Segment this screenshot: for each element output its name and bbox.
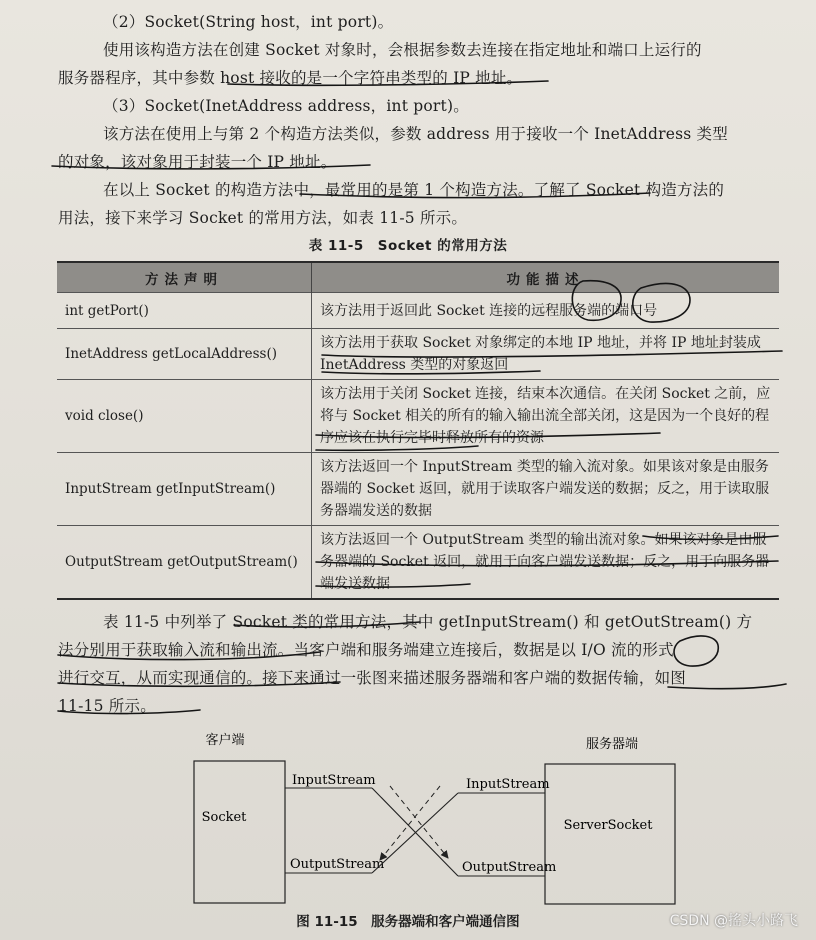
method-description: 该方法返回一个 OutputStream 类型的输出流对象。如果该对象是由服务器端的 Socket 返回，就用于向客户端发送数据；反之，用于向服务器端发送数据 (312, 526, 780, 600)
dashed-arrow-to-server-output (390, 786, 448, 858)
table-title: 表 11-5 Socket 的常用方法 (308, 238, 508, 254)
cross-line-1 (372, 788, 458, 876)
header-decl: 方法声明 (57, 262, 312, 293)
method-declaration: InetAddress getLocalAddress() (57, 329, 312, 380)
text-line: 该方法在使用上与第 2 个构造方法类似，参数 address 用于接收一个 InetAddress 类型 (103, 125, 728, 143)
text-line: 在以上 Socket 的构造方法中，最常用的是第 1 个构造方法。了解了 Socket 构造方法的 (103, 181, 725, 199)
server-socket-label: ServerSocket (563, 818, 653, 833)
client-inputstream-label: InputStream (292, 773, 376, 788)
text-line: 的对象，该对象用于封装一个 IP 地址。 (58, 153, 337, 171)
communication-diagram (0, 728, 816, 908)
text-line: （3）Socket(InetAddress address，int port)。 (103, 97, 469, 115)
server-title: 服务器端 (585, 737, 639, 752)
figure-caption: 图 11-15 服务器端和客户端通信图 (296, 914, 520, 930)
table-row (57, 526, 779, 600)
methods-table (57, 261, 779, 600)
table-row (57, 380, 779, 453)
header-desc: 功能描述 (312, 262, 780, 293)
server-inputstream-label: InputStream (466, 777, 550, 792)
text-line: 进行交互，从而实现通信的。接下来通过一张图来描述服务器端和客户端的数据传输，如图 (58, 669, 687, 687)
table-row (57, 329, 779, 380)
server-outputstream-label: OutputStream (462, 860, 557, 875)
method-declaration: OutputStream getOutputStream() (57, 526, 312, 600)
client-box (194, 761, 285, 903)
circle-mark (674, 636, 718, 666)
cross-line-2 (372, 793, 458, 873)
method-declaration: void close() (57, 380, 312, 453)
text-line: 服务器程序，其中参数 host 接收的是一个字符串类型的 IP 地址。 (58, 69, 523, 87)
client-title: 客户端 (205, 733, 245, 748)
server-box (545, 764, 675, 904)
method-description: 该方法用于获取 Socket 对象绑定的本地 IP 地址，并将 IP 地址封装成 InetAddress 类型的对象返回 (312, 329, 780, 380)
method-description: 该方法用于关闭 Socket 连接，结束本次通信。在关闭 Socket 之前，应将与 Socket 相关的所有的输入输出流全部关闭，这是因为一个良好的程序应该在执行完毕时释放所有的资源 (312, 380, 780, 453)
method-declaration: InputStream getInputStream() (57, 453, 312, 526)
text-line: （2）Socket(String host，int port)。 (103, 13, 394, 31)
text-line: 用法，接下来学习 Socket 的常用方法，如表 11-5 所示。 (58, 209, 468, 227)
watermark: CSDN @搖头小路飞 (669, 913, 798, 929)
table-row (57, 293, 779, 329)
table-row (57, 453, 779, 526)
text-line: 表 11-5 中列举了 Socket 类的常用方法，其中 getInputStream() 和 getOutStream() 方 (103, 613, 753, 631)
text-line: 11-15 所示。 (58, 697, 156, 715)
method-description: 该方法用于返回此 Socket 连接的远程服务端的端口号 (312, 293, 780, 329)
text-line: 法分别用于获取输入流和输出流。当客户端和服务端建立连接后，数据是以 I/O 流的形式 (58, 641, 674, 659)
method-description: 该方法返回一个 InputStream 类型的输入流对象。如果该对象是由服务器端的 Socket 返回，就用于读取客户端发送的数据；反之，用于读取服务器端发送的数据 (312, 453, 780, 526)
method-declaration: int getPort() (57, 293, 312, 329)
client-outputstream-label: OutputStream (290, 857, 385, 872)
table-header-row (57, 262, 779, 293)
text-line: 使用该构造方法在创建 Socket 对象时，会根据参数去连接在指定地址和端口上运行的 (103, 41, 702, 59)
client-socket-label: Socket (201, 810, 247, 825)
